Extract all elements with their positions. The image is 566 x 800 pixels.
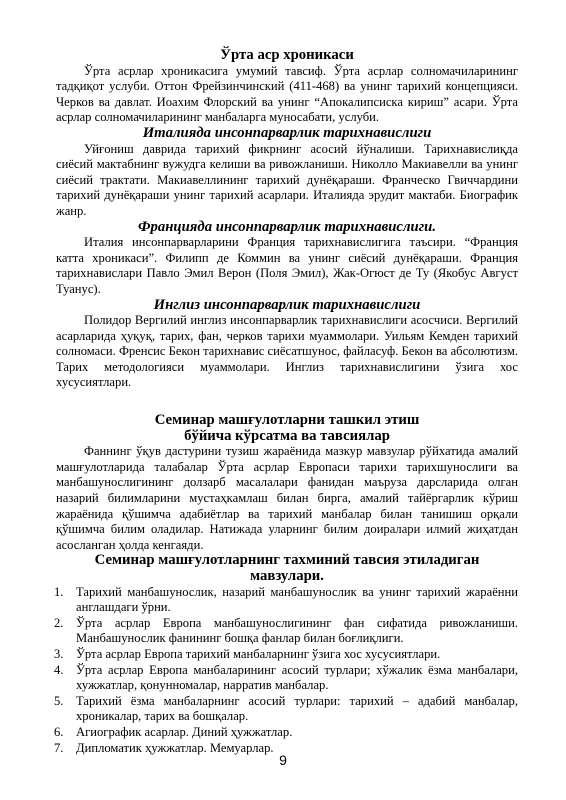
list-item: [56, 585, 518, 616]
seminar-body: Фаннинг ўқув дастурини тузиш жараёнида мазкур мавзулар рўйхатида амалий машғулотларида талабалар Ўрта асрлар Европаси тарихи тарихшунослиги ва манбашунослигининг долзарб масалалари фанидан маъруза дарсларида олган назарий билимларини мустаҳкамлаш билан бирга, амалий тайёргарлик кўриш жараёнида қўшимча адабиётлар ва тарихий манбалар билан танишиш орқали қўшимча билим оладилар. Натижада уларнинг билим доиралари илмий жиҳатдан асосланган ҳолда кенгаяди.: [56, 444, 518, 552]
list-item-number: 1.: [54, 584, 64, 599]
section-body-england: Полидор Вергилий инглиз инсонпарварлик тарихнавислиги асосчиси. Вергилий асарларида ҳуқуқ, тарих, фан, черков тарихи муаммолари. Уильям Кемден тарихий солномаси. Френсис Бекон тарихнавис сиёсатшунос, файласуф. Бекон ва абсолютизм. Тарих методологияси муаммолари. Инглиз тарихнавислигини ўзига хос хусусиятлари.: [56, 313, 518, 390]
document-page: [56, 48, 518, 756]
list-item-number: 2.: [54, 615, 64, 630]
list-item-text: Тарихий ёзма манбаларнинг асосий турлари: тарихий – адабий манбалар, хроникалар, тарих ва бошқалар.: [76, 693, 518, 724]
list-item: [56, 616, 518, 647]
list-item-number: 7.: [54, 740, 64, 755]
seminar-title-line2: бўйича кўрсатма ва тавсиялар: [184, 427, 390, 444]
list-item-text: Дипломатик ҳужжатлар. Мемуарлар.: [76, 740, 274, 755]
list-item-number: 3.: [54, 646, 64, 661]
page-number: 9: [279, 752, 287, 768]
section-heading-medieval-chronicle: Ўрта аср хроникаси: [220, 47, 354, 63]
list-item-number: 4.: [54, 662, 64, 677]
list-item-text: Агиографик асарлар. Диний ҳужжатлар.: [76, 724, 293, 739]
list-item: [56, 725, 518, 741]
list-item: [56, 663, 518, 694]
section-body-italy: Уйғониш даврида тарихий фикрнинг асосий йўналиши. Тарихнавислиқда сиёсий мактабнинг вужудга келиши ва ривожланиши. Николло Макиавелли ва унинг сиёсий трактати. Макиавеллининг тарихий дунёқараши. Франческо Гвиччардини тарихий дунёқараши унинг тарихий асарлари. Италияда эрудит мактаби. Биографик жанр.: [56, 141, 518, 218]
seminar-topics-heading: Семинар машғулотларнинг тахминий тавсия этиладиган мавзулари.: [94, 552, 480, 584]
list-item-number: 6.: [54, 724, 64, 739]
list-item-text: Ўрта асрлар Европа манбаларининг асосий турлари; хўжалик ёзма манбалари, хужжатлар, қонунномалар, нарратив манбалар.: [76, 662, 518, 693]
section-heading-france: Францияда инсонпарварлик тарихнавислиги.: [137, 218, 437, 235]
section-heading-england: Инглиз инсонпарварлик тарихнавислиги: [153, 296, 421, 313]
list-item: [56, 694, 518, 725]
list-item-number: 5.: [54, 693, 64, 708]
list-item: [56, 647, 518, 663]
section-heading-italy: Италияда инсонпарварлик тарихнавислиги: [142, 124, 432, 141]
seminar-topics-list: [56, 585, 518, 757]
section-body-france: Италия инсонпарварларини Франция тарихнавислигига таъсири. “Франция катта хроникаси”. Филипп де Коммин ва унинг сиёсий дунёқараши. Франция тарихнавислари Павло Эмил Верон (Поля Эмил), Жак-Огюст де Ту (Якобус Август Туанус).: [56, 235, 518, 296]
section-body-medieval-chronicle: Ўрта асрлар хроникасига умумий тавсиф. Ўрта асрлар солномачиларининг тадқиқот услуби. Оттон Фрейзинчинский (411-468) ва унинг тарихий концепцияси. Черков ва давлат. Иоахим Флорский ва унинг “Апокалипсиска кириш” асари. Ўрта асрлар солномачиларининг манбаларга муносабати, услуби.: [56, 63, 518, 125]
list-item-text: Тарихий манбашунослик, назарий манбашунослик ва унинг тарихий жараённи англашдаги ўрни.: [76, 584, 518, 615]
seminar-title-line1: Семинар машғулотларни ташкил этиш: [154, 412, 420, 429]
list-item-text: Ўрта асрлар Европа манбашунослигининг фан сифатида ривожланиши. Манбашунослик фанининг бошқа фанлар билан боғлиқлиги.: [76, 615, 518, 646]
list-item-text: Ўрта асрлар Европа тарихий манбаларнинг ўзига хос хусусиятлари.: [76, 646, 441, 661]
